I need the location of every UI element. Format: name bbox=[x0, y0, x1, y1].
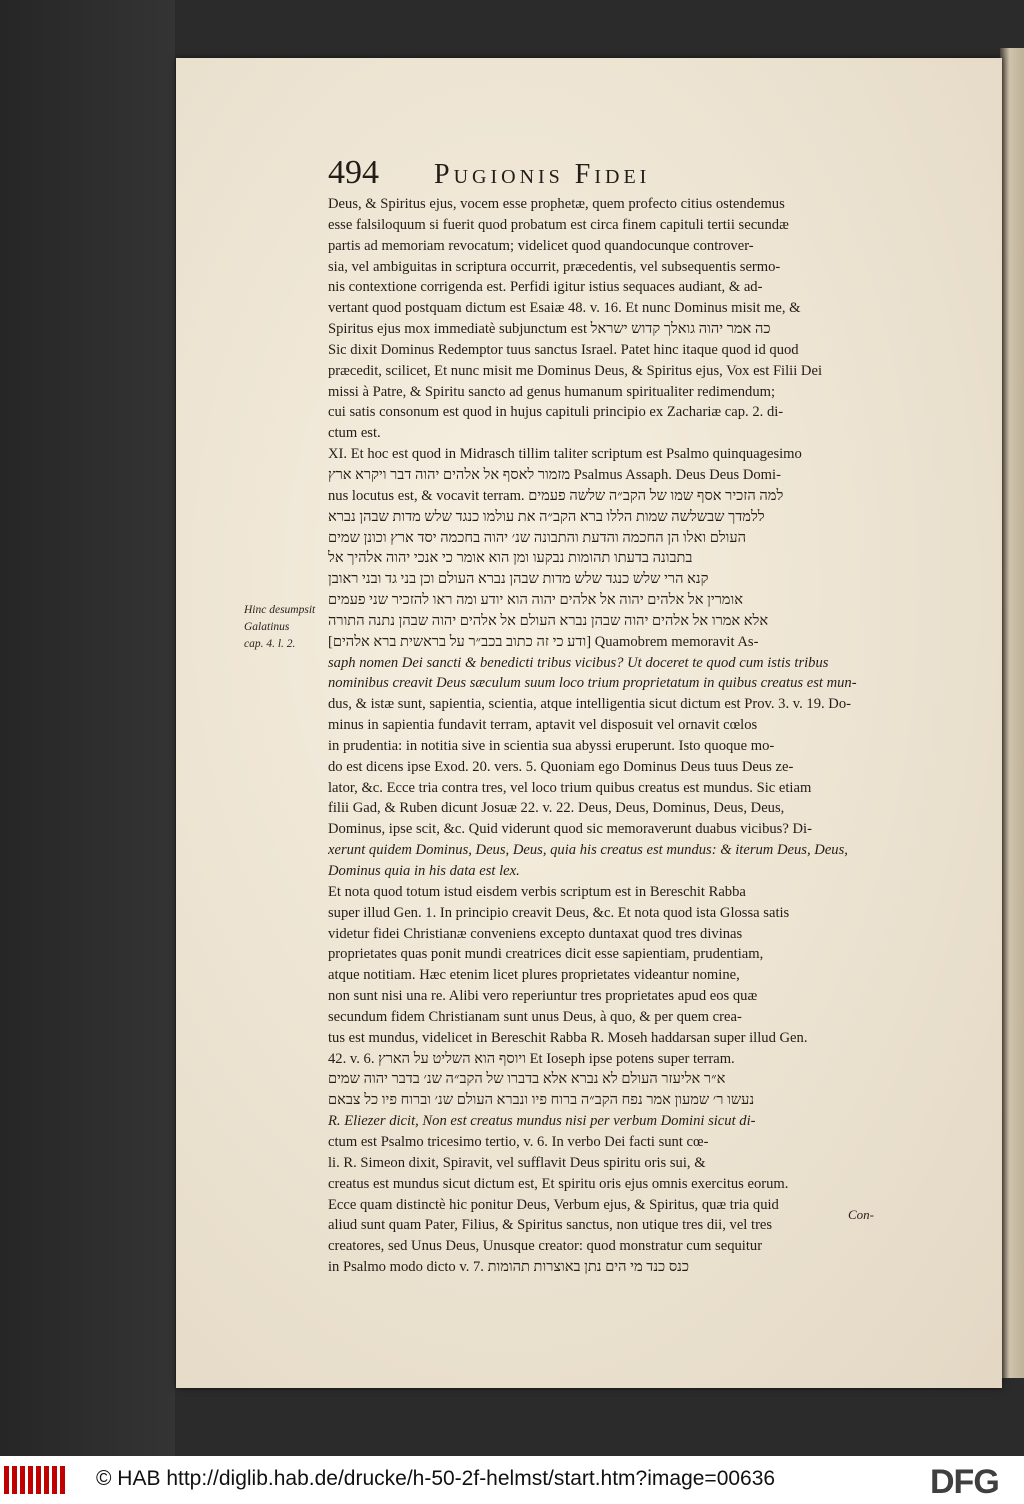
text-line: 42. v. 6. ויוסף הוא השליט על הארץ Et Ioseph ipse potens super terram. bbox=[328, 1050, 735, 1067]
text-line: Et nota quod totum istud eisdem verbis scriptum est in Bereschit Rabba bbox=[328, 883, 746, 900]
text-line: super illud Gen. 1. In principio creavit Deus, &c. Et nota quod ista Glossa satis bbox=[328, 904, 790, 921]
text-line: Ecce quam distinctè hic ponitur Deus, Verbum ejus, & Spiritus, quæ tria quid bbox=[328, 1196, 779, 1213]
text-line: ללמדך שבשלשה שמות הללו ברא הקב״ה את עולמו כנגד שלש מדות שבהן נברא bbox=[328, 508, 765, 525]
text-line: minus in sapientia fundavit terram, aptavit vel disposuit vel ornavit cœlos bbox=[328, 717, 758, 734]
text-line: creatores, sed Unus Deus, Unusque creator: quod monstratur cum sequitur bbox=[328, 1238, 763, 1255]
text-line: sia, vel ambiguitas in scriptura occurrit, præcedentis, vel subsequentis sermo- bbox=[328, 258, 781, 275]
text-line: li. R. Simeon dixit, Spiravit, vel sufflavit Deus spiritu oris sui, & bbox=[328, 1154, 706, 1171]
text-line: non sunt nisi una re. Alibi vero reperiuntur tres proprietates apud eos quæ bbox=[328, 988, 758, 1005]
text-line: videtur fidei Christianæ conveniens excepto duntaxat quod tres divinas bbox=[328, 925, 743, 942]
text-line: Sic dixit Dominus Redemptor tuus sanctus Israel. Patet hinc itaque quod id quod bbox=[328, 341, 799, 358]
text-line: in prudentia: in notitia sive in scientia sua abyssi eruperunt. Isto quoque mo- bbox=[328, 737, 775, 754]
text-line: tus est mundus, videlicet in Bereschit Rabba R. Moseh haddarsan super illud Gen. bbox=[328, 1029, 808, 1046]
margin-note-line: cap. 4. l. 2. bbox=[244, 638, 296, 650]
catchword: Con- bbox=[848, 1207, 874, 1222]
text-line: lator, &c. Ecce tria contra tres, vel loco trium quibus creatus est mundus. Sic etiam bbox=[328, 779, 812, 796]
margin-note-line: Hinc desumpsit bbox=[244, 604, 316, 616]
text-line: missi à Patre, & Spiritu sancto ad genus humanum spiritualiter redimendum; bbox=[328, 383, 776, 400]
text-line: aliud sunt quam Pater, Filius, & Spiritus sanctus, non utique tres dii, vel tres bbox=[328, 1217, 773, 1234]
text-line: proprietates quas ponit mundi creatrices dicit esse sapientiam, prudentiam, bbox=[328, 946, 764, 963]
text-line: secundum fidem Christianam sunt unus Deus, à quo, & per quem crea- bbox=[328, 1008, 742, 1025]
margin-note bbox=[244, 602, 324, 653]
text-line: מזמור לאסף אל אלהים יהוה דבר ויקרא ארץ Psalmus Assaph. Deus Deus Domi- bbox=[328, 466, 781, 483]
text-line: R. Eliezer dicit, Non est creatus mundus nisi per verbum Domini sicut di- bbox=[328, 1113, 756, 1130]
page-number: 494 bbox=[328, 154, 379, 191]
text-line: העולם ואלו הן החכמה והדעת והתבונה שנ׳ יהוה בחכמה יסד ארץ וכונן שמים bbox=[328, 529, 747, 546]
text-line: א״ר אליעזר העולם לא נברא אלא בדברו של הקב״ה שנ׳ בדבר יהוה שמים bbox=[328, 1071, 726, 1088]
body-text bbox=[328, 194, 858, 1278]
text-line: præcedit, scilicet, Et nunc misit me Dominus Deus, & Spiritus ejus, Vox est Filii Dei bbox=[328, 362, 822, 379]
text-line: esse falsiloquum si fuerit quod probatum est circa finem capituli tertii secundæ bbox=[328, 216, 789, 233]
text-line: do est dicens ipse Exod. 20. vers. 5. Quoniam ego Dominus Deus tuus Deus ze- bbox=[328, 758, 794, 775]
text-line: saph nomen Dei sancti & benedicti tribus vicibus? Ut doceret te quod cum istis tribus bbox=[328, 654, 829, 671]
text-line: קנא הרי שלש כנגד שלש מדות שבהן נברא העולם וכן בני גד ובני ראובן bbox=[328, 571, 709, 588]
book-page bbox=[176, 58, 1002, 1388]
text-line: vertant quod postquam dictum est Esaiæ 48. v. 16. Et nunc Dominus misit me, & bbox=[328, 300, 801, 317]
text-line: nis contextione corrigenda est. Perfidi igitur istius sequaces audiant, & ad- bbox=[328, 279, 763, 296]
text-line: Deus, & Spiritus ejus, vocem esse prophetæ, quem profecto citius ostendemus bbox=[328, 196, 785, 212]
text-line: ctum est Psalmo tricesimo tertio, v. 6. In verbo Dei facti sunt cœ- bbox=[328, 1133, 709, 1150]
running-head: Pugionis Fidei bbox=[434, 159, 651, 190]
text-line: Dominus, ipse scit, &c. Quid viderunt quod sic memoraverunt duabus vicibus? Di- bbox=[328, 821, 812, 838]
text-line: filii Gad, & Ruben dicunt Josuæ 22. v. 22. Deus, Deus, Dominus, Deus, Deus, bbox=[328, 800, 785, 817]
text-line: cui satis consonum est quod in hujus capituli principio ex Zachariæ cap. 2. di- bbox=[328, 404, 784, 421]
text-line: [ודע כי זה כתוב בכב״ר על בראשית ברא אלהים] Quamobrem memoravit As- bbox=[328, 633, 759, 650]
text-line: atque notitiam. Hæc etenim licet plures proprietates videantur nomine, bbox=[328, 967, 740, 984]
text-line: XI. Et hoc est quod in Midrasch tillim taliter scriptum est Psalmo quinquagesimo bbox=[328, 446, 802, 463]
text-line: nus locutus est, & vocavit terram. למה הזכיר אסף שמו של הקב״ה שלשה פעמים bbox=[328, 487, 784, 504]
scan-left-background bbox=[0, 0, 175, 1456]
dfg-logo: DFG bbox=[930, 1463, 999, 1501]
text-line: אלא אמרו אל אלהים יהוה שבהן נברא העולם אל אלהים יהוה שבהן נתנה התורה bbox=[328, 612, 769, 629]
source-credit-link[interactable]: © HAB http://diglib.hab.de/drucke/h-50-2f-helmst/start.htm?image=00636 bbox=[96, 1467, 776, 1490]
text-line: נעשו ר׳ שמעון אמר נפח הקב״ה ברוח פיו ונברא העולם שנ׳ וברוח פיו כל צבאם bbox=[328, 1092, 755, 1109]
text-line: partis ad memoriam revocatum; videlicet quod quandocunque controver- bbox=[328, 237, 754, 254]
text-line: creatus est mundus sicut dictum est, Et spiritu oris ejus omnis exercitus eorum. bbox=[328, 1175, 789, 1192]
text-line: אומרין אל אלהים יהוה אל אלהים יהוה הוא יודע ומה ראו להזכיר שני פעמים bbox=[328, 592, 743, 609]
text-line: in Psalmo modo dicto v. 7. כנס כנד מי הים נתן באוצרות תהומות bbox=[328, 1259, 690, 1276]
margin-note-line: Galatinus bbox=[244, 621, 290, 633]
text-line: Dominus quia in his data est lex. bbox=[328, 863, 520, 879]
text-line: בתבונה בדעתו תהומות נבקעו ומן הוא אומר כי אנכי יהוה אלהיך אל bbox=[328, 550, 693, 567]
text-line: dus, & istæ sunt, sapientia, scientia, atque intelligentia sicut dictum est Prov. 3. v. 19. Do- bbox=[328, 696, 852, 713]
hab-logo-icon bbox=[4, 1466, 68, 1494]
text-line: ctum est. bbox=[328, 425, 381, 442]
footer-bar bbox=[0, 1456, 1024, 1504]
text-line: xerunt quidem Dominus, Deus, Deus, quia his creatus est mundus: & iterum Deus, Deus, bbox=[328, 842, 848, 859]
text-line: Spiritus ejus mox immediatè subjunctum est כה אמר יהוה גואלך קדוש ישראל bbox=[328, 321, 771, 338]
text-line: nominibus creavit Deus sæculum suum loco trium proprietatum in quibus creatus est mun- bbox=[328, 675, 857, 692]
facing-page-edge bbox=[1000, 48, 1024, 1378]
